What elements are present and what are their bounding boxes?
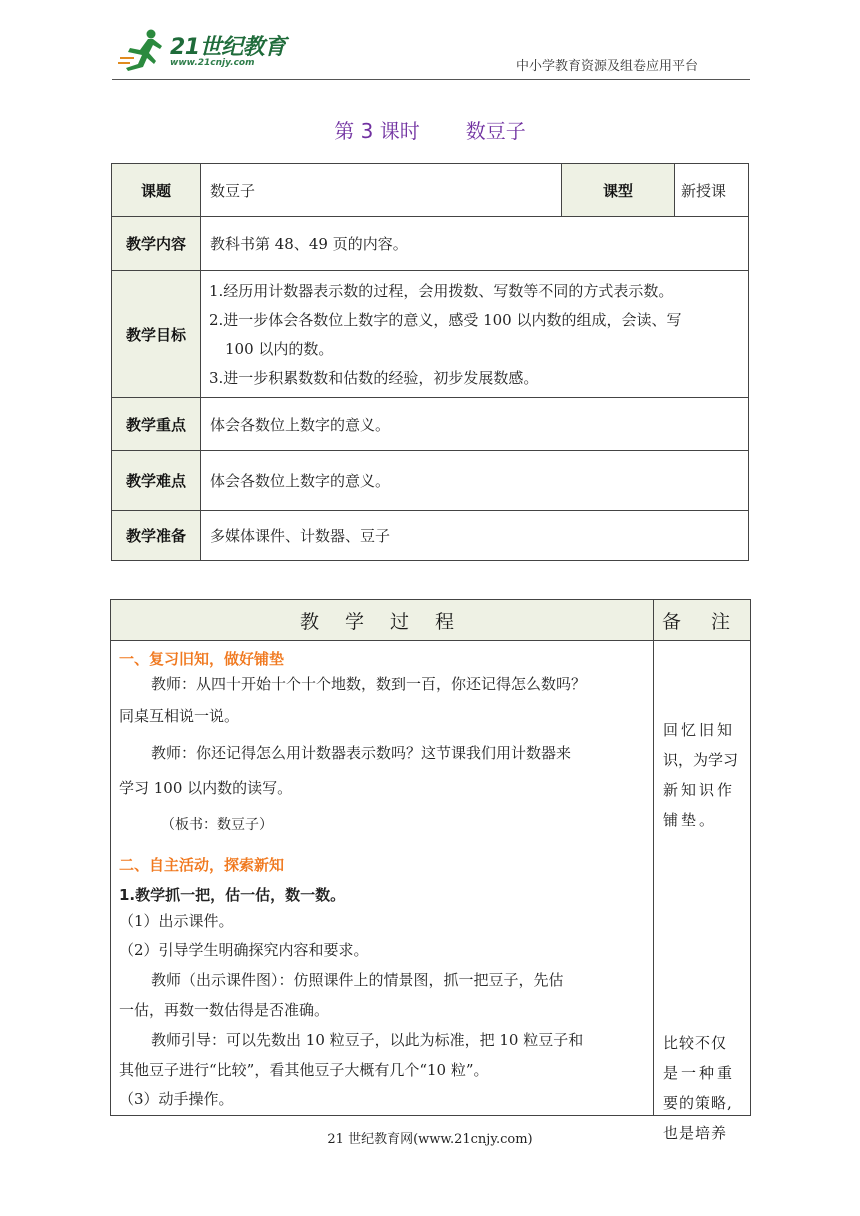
prep-label: 教学准备 <box>112 511 201 561</box>
note-line: 要的策略, <box>663 1094 733 1112</box>
page-footer: 21 世纪教育网(www.21cnjy.com) <box>327 1132 533 1147</box>
type-value: 新授课 <box>675 164 749 217</box>
content-label: 教学内容 <box>112 217 201 271</box>
logo-url: www.21cnjy.com <box>170 58 255 68</box>
section-title: 一、复习旧知，做好铺垫 <box>119 650 285 668</box>
paragraph: 教师（出示课件图）：仿照课件上的情景图，抓一把豆子，先估 <box>151 971 564 989</box>
key-label: 教学重点 <box>112 398 201 451</box>
process-header-row <box>111 600 751 641</box>
step: （1）出示课件。 <box>119 912 234 930</box>
topic-value: 数豆子 <box>201 164 562 217</box>
goals-list <box>201 271 749 398</box>
paragraph: 其他豆子进行“比较”，看其他豆子大概有几个“10 粒”。 <box>119 1061 489 1079</box>
note-review <box>663 715 747 835</box>
process-body-row <box>111 641 751 1116</box>
content-row <box>112 217 749 271</box>
note-line: 回忆旧知 <box>663 721 736 739</box>
subsection-title: 1.教学抓一把，估一估，数一数。 <box>119 886 346 904</box>
header-divider <box>112 79 750 80</box>
topic-row <box>112 164 749 217</box>
lesson-name: 数豆子 <box>465 119 526 143</box>
lesson-title <box>0 115 860 144</box>
note-line: 也是培养 <box>663 1124 728 1142</box>
paragraph: 学习 100 以内数的读写。 <box>119 779 293 797</box>
content-value: 教科书第 48、49 页的内容。 <box>201 217 749 271</box>
lesson-number: 第 3 课时 <box>334 119 420 143</box>
type-label: 课型 <box>562 164 675 217</box>
goals-row <box>112 271 749 398</box>
runner-icon <box>118 28 166 72</box>
site-logo <box>118 28 288 74</box>
platform-tagline: 中小学教育资源及组卷应用平台 <box>516 59 699 74</box>
paragraph: 教师引导：可以先数出 10 粒豆子，以此为标准，把 10 粒豆子和 <box>151 1031 584 1049</box>
goals-label: 教学目标 <box>112 271 201 398</box>
difficulty-value: 体会各数位上数字的意义。 <box>201 451 749 511</box>
notes-header: 备 注 <box>654 600 751 641</box>
note-line: 是一种重 <box>663 1064 736 1082</box>
topic-label: 课题 <box>112 164 201 217</box>
note-line: 比较不仅 <box>663 1034 728 1052</box>
note-line: 铺垫。 <box>663 811 718 829</box>
paragraph: 同桌互相说一说。 <box>119 707 240 725</box>
step: （3）动手操作。 <box>119 1090 234 1108</box>
notes-column <box>654 641 751 1142</box>
prep-row <box>112 511 749 561</box>
paragraph: 教师：从四十开始十个十个地数，数到一百，你还记得怎么数吗？ <box>151 675 587 693</box>
goal-item: 2.进一步体会各数位上数字的意义，感受 100 以内数的组成，会读、写 <box>209 311 682 329</box>
page-header <box>0 0 860 82</box>
lesson-info-table <box>111 163 749 561</box>
key-value: 体会各数位上数字的意义。 <box>201 398 749 451</box>
paragraph: 教师：你还记得怎么用计数器表示数吗？这节课我们用计数器来 <box>151 744 572 762</box>
board-note: （板书：数豆子） <box>161 817 273 833</box>
paragraph: 一估，再数一数估得是否准确。 <box>119 1001 330 1019</box>
goal-item: 1.经历用计数器表示数的过程，会用拨数、写数等不同的方式表示数。 <box>209 282 674 300</box>
section-title: 二、自主活动，探索新知 <box>119 856 285 874</box>
process-content <box>111 641 654 1116</box>
prep-value: 多媒体课件、计数器、豆子 <box>201 511 749 561</box>
logo-text: 21世纪教育 <box>170 35 286 60</box>
key-row <box>112 398 749 451</box>
note-line: 识，为学习 <box>663 751 739 769</box>
step: （2）引导学生明确探究内容和要求。 <box>119 941 369 959</box>
goal-item: 3.进一步积累数数和估数的经验，初步发展数感。 <box>209 369 539 387</box>
difficulty-row <box>112 451 749 511</box>
note-line: 新知识作 <box>663 781 736 799</box>
goal-item: 100 以内的数。 <box>225 340 334 358</box>
difficulty-label: 教学难点 <box>112 451 201 511</box>
process-header: 教 学 过 程 <box>111 600 654 641</box>
